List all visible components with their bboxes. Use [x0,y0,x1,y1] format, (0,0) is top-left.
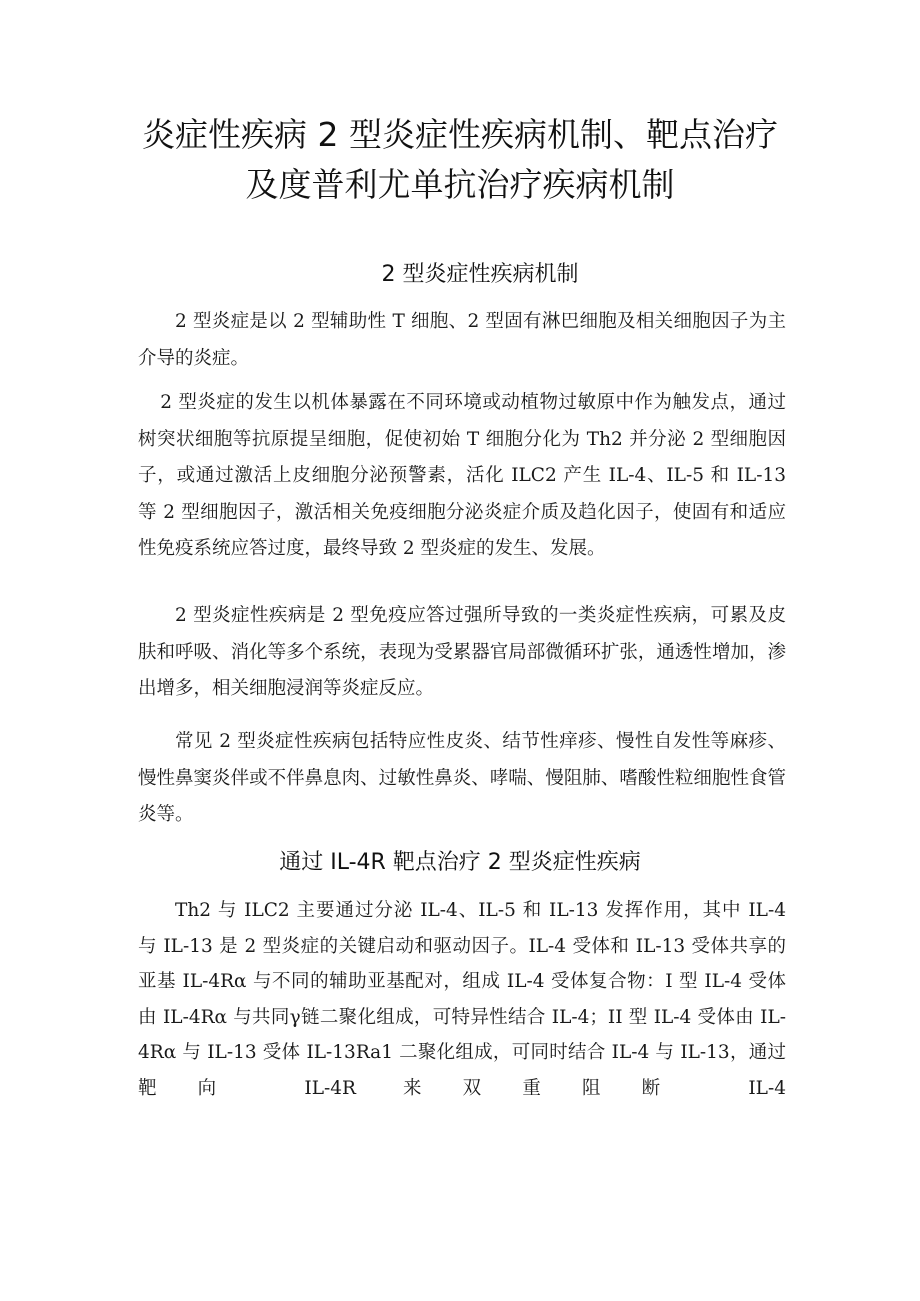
paragraph-il4r-mechanism: Th2 与 ILC2 主要通过分泌 IL-4、IL-5 和 IL-13 发挥作用，其中 IL-4 与 IL-13 是 2 型炎症的关键启动和驱动因子。IL-4 受体和 IL-13 受体共享的亚基 IL-4Rα 与不同的辅助亚基配对，组成 IL-4 受体复合物：I 型 IL-4 受体由 IL-4Rα 与共同γ链二聚化组成，可特异性结合 IL-4；II 型 IL-4 受体由 IL-4Rα 与 IL-13 受体 IL-13Ra1 二聚化组成，可同时结合 IL-4 与 IL-13，通过靶向 IL-4R 来双重阻断 IL-4 [138,900,786,1099]
section-heading-il4r-target: 通过 IL-4R 靶点治疗 2 型炎症性疾病 [279,850,641,875]
document-title-line-1: 炎症性疾病 2 型炎症性疾病机制、靶点治疗 [142,115,778,154]
document-title-line-2: 及度普利尤单抗治疗疾病机制 [245,165,675,204]
paragraph-definition: 2 型炎症是以 2 型辅助性 T 细胞、2 型固有淋巴细胞及相关细胞因子为主介导的炎症。 [138,311,786,369]
paragraph-disease-description: 2 型炎症性疾病是 2 型免疫应答过强所导致的一类炎症性疾病，可累及皮肤和呼吸、消化等多个系统，表现为受累器官局部微循环扩张，通透性增加，渗出增多，相关细胞浸润等炎症反应。 [138,605,786,699]
section-heading-mechanism: 2 型炎症性疾病机制 [381,262,579,287]
paragraph-pathogenesis: 2 型炎症的发生以机体暴露在不同环境或动植物过敏原中作为触发点，通过树突状细胞等抗原提呈细胞，促使初始 T 细胞分化为 Th2 并分泌 2 型细胞因子，或通过激活上皮细胞分泌预警素，活化 ILC2 产生 IL-4、IL-5 和 IL-13 等 2 型细胞因子，激活相关免疫细胞分泌炎症介质及趋化因子，使固有和适应性免疫系统应答过度，最终导致 2 型炎症的发生、发展。 [138,392,786,559]
paragraph-common-diseases: 常见 2 型炎症性疾病包括特应性皮炎、结节性痒疹、慢性自发性等麻疹、慢性鼻窦炎伴或不伴鼻息肉、过敏性鼻炎、哮喘、慢阻肺、嗜酸性粒细胞性食管炎等。 [138,731,786,825]
